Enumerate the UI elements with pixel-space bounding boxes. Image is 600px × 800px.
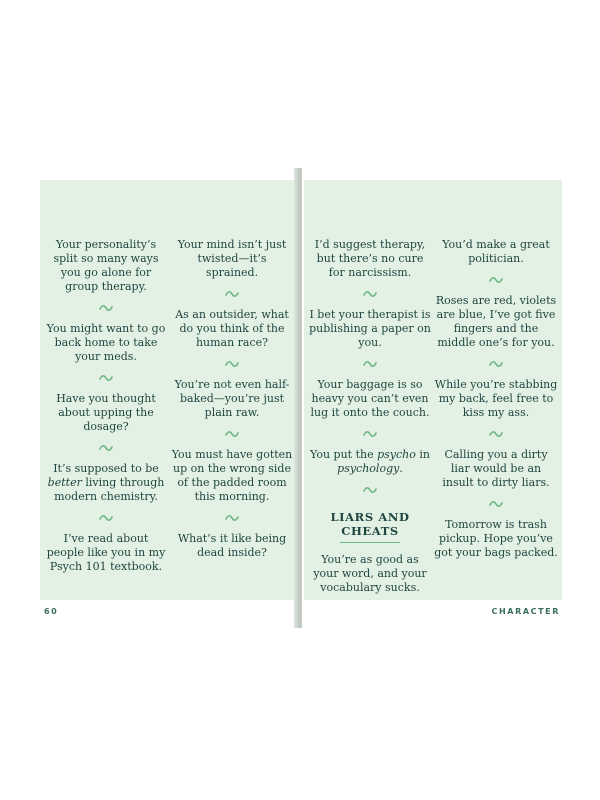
swirl-ornament-icon [170,504,294,532]
swirl-ornament-icon [434,266,558,294]
right-page-panel [304,180,562,600]
right-column-2 [434,238,558,560]
quote: You put the psycho in psychology. [310,448,430,475]
quote: It’s supposed to be better living through modern chemistry. [47,462,165,503]
left-column-2 [170,238,294,560]
swirl-ornament-icon [44,434,168,462]
quote: Your personality’s split so many ways you go alone for group therapy. [53,238,159,293]
open-book [30,168,572,628]
quote: Your baggage is so heavy you can’t even lug it onto the couch. [310,378,430,419]
quote: I’d suggest therapy, but there’s no cure for narcissism. [314,238,426,279]
quote: Your mind isn’t just twisted—it’s sprained. [177,238,287,279]
swirl-ornament-icon [170,280,294,308]
swirl-ornament-icon [434,350,558,378]
right-column-1-after-heading [308,553,432,595]
swirl-ornament-icon [434,490,558,518]
right-column-1 [308,238,432,595]
swirl-ornament-icon [170,420,294,448]
heading-divider [340,542,400,543]
swirl-ornament-icon [434,420,558,448]
quote: You might want to go back home to take your meds. [46,322,166,363]
quote: Calling you a dirty liar would be an insult to dirty liars. [442,448,550,489]
quote: While you’re stabbing my back, feel free to kiss my ass. [434,378,558,419]
quote: As an outsider, what do you think of the human race? [175,308,289,349]
swirl-ornament-icon [308,476,432,504]
swirl-ornament-icon [308,350,432,378]
swirl-ornament-icon [44,294,168,322]
quote: You’re as good as your word, and your vocabulary sucks. [313,553,427,594]
swirl-ornament-icon [308,420,432,448]
quote: You’d make a great politician. [442,238,550,265]
quote: What’s it like being dead inside? [177,532,287,559]
quote: Have you thought about upping the dosage? [56,392,156,433]
section-heading: LIARS AND CHEATS [330,510,410,538]
swirl-ornament-icon [44,364,168,392]
left-page [30,168,300,628]
right-page [302,168,572,628]
quote: You must have gotten up on the wrong side of the padded room this morning. [171,448,293,503]
quote: Roses are red, violets are blue, I’ve got five fingers and the middle one’s for you. [435,294,557,349]
left-column-1 [44,238,168,574]
quote: You’re not even half-baked—you’re just plain raw. [174,378,290,419]
swirl-ornament-icon [170,350,294,378]
swirl-ornament-icon [308,280,432,308]
quote: Tomorrow is trash pickup. Hope you’ve got your bags packed. [434,518,558,559]
quote: I bet your therapist is publishing a paper on you. [309,308,431,349]
page-number: 60 [44,607,59,616]
quote: I’ve read about people like you in my Psych 101 textbook. [46,532,166,573]
right-column-1-quotes [308,238,432,504]
running-footer: CHARACTER [491,607,560,616]
swirl-ornament-icon [44,504,168,532]
left-page-panel [40,180,298,600]
